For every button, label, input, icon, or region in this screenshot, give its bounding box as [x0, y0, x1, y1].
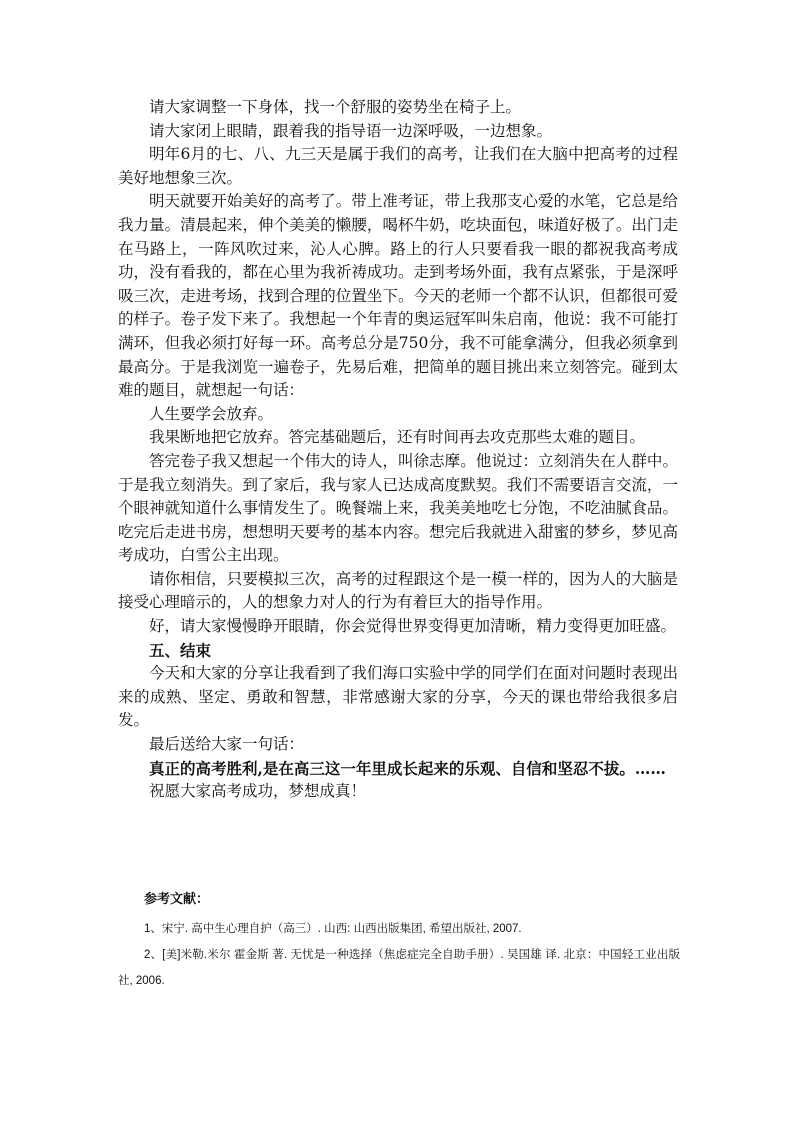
paragraph-4: 明天就要开始美好的高考了。带上准考证，带上我那支心爱的水笔，它总是给我力量。清晨起来，伸个美美的懒腰，喝杯牛奶，吃块面包，味道好极了。出门走在马路上，一阵风吹过来，沁人心脾。路上的行人只要看我一眼的都祝我高考成功，没有看我的，都在心里为我祈祷成功。走到考场外面，我有点紧张，于是深呼吸三次，走进考场，找到合理的位置坐下。今天的老师一个都不认识，但都很可爱的样子。卷子发下来了。我想起一个年青的奥运冠军叫朱启南，他说：我不可能打满环，但我必须打好每一环。高考总分是750分，我不可能拿满分，但我必须拿到最高分。于是我浏览一遍卷子，先易后难，把简单的题目挑出来立刻答完。碰到太难的题目，就想起一句话： — [118, 192, 678, 400]
closing-paragraph-2: 最后送给大家一句话： — [149, 735, 305, 754]
paragraph-2: 请大家闭上眼睛，跟着我的指导语一边深呼吸，一边想象。 — [149, 121, 553, 140]
references-title: 参考文献： — [144, 891, 210, 906]
paragraph-6: 我果断地把它放弃。答完基础题后，还有时间再去攻克那些太难的题目。 — [149, 428, 646, 447]
references-section — [118, 888, 680, 994]
paragraph-9: 好，请大家慢慢睁开眼睛，你会觉得世界变得更加清晰，精力变得更加旺盛。 — [149, 617, 677, 636]
reference-item-1: 1、宋宁. 高中生心理自护（高三）. 山西: 山西出版集团, 希望出版社, 2007. — [144, 923, 522, 935]
paragraph-1: 请大家调整一下身体，找一个舒服的姿势坐在椅子上。 — [149, 98, 522, 116]
bold-quote: 真正的高考胜利,是在高三这一年里成长起来的乐观、自信和坚忍不拔。…… — [149, 758, 666, 778]
closing-paragraph-1: 今天和大家的分享让我看到了我们海口实验中学的同学们在面对问题时表现出来的成熟、坚定、勇敢和智慧，非常感谢大家的分享，今天的课也带给我很多启发。 — [118, 664, 678, 730]
final-line: 祝愿大家高考成功，梦想成真！ — [149, 782, 367, 801]
paragraph-8: 请你相信，只要模拟三次，高考的过程跟这个是一模一样的，因为人的大脑是接受心理暗示的，人的想象力对人的行为有着巨大的指导作用。 — [118, 569, 678, 612]
document-body — [118, 96, 678, 804]
reference-item-2: 2、[美]米勒.米尔 霍金斯 著. 无忧是一种选择（焦虑症完全自助手册）. 吴国雄 译. 北京：中国轻工业出版社, 2006. — [118, 949, 680, 987]
section-heading: 五、结束 — [149, 640, 212, 660]
paragraph-7: 答完卷子我又想起一个伟大的诗人，叫徐志摩。他说过：立刻消失在人群中。于是我立刻消失。到了家后，我与家人已达成高度默契。我们不需要语言交流，一个眼神就知道什么事情发生了。晚餐端上来，我美美地吃七分饱，不吃油腻食品。吃完后走进书房，想想明天要考的基本内容。想完后我就进入甜蜜的梦乡，梦见高考成功，白雪公主出现。 — [118, 451, 678, 565]
paragraph-5: 人生要学会放弃。 — [149, 404, 274, 423]
paragraph-3: 明年6月的七、八、九三天是属于我们的高考，让我们在大脑中把高考的过程美好地想象三次。 — [118, 145, 678, 187]
